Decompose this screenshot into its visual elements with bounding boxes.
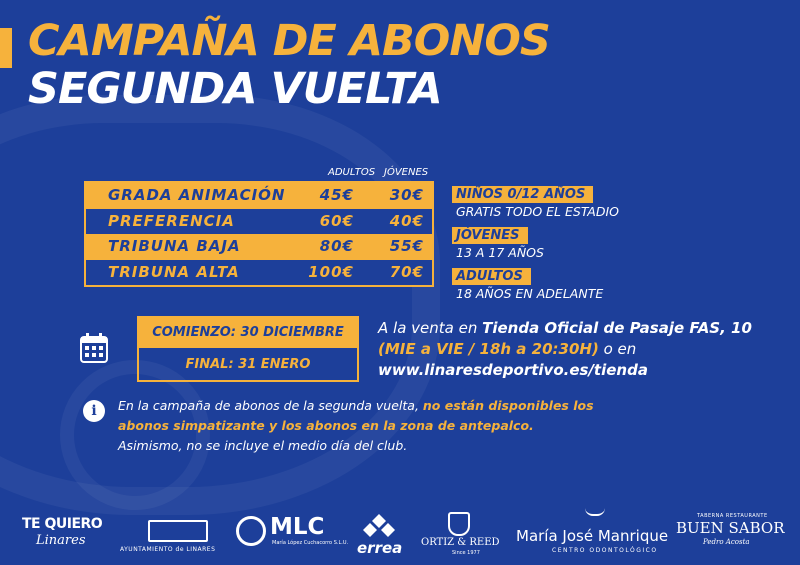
sponsors-bar [0,500,800,565]
category-desc: GRATIS TODO EL ESTADIO [456,204,620,219]
mlc-logo-text: MLC [270,514,325,540]
mlc-logo-subtext: María López Cuchacorro S.L.U. [272,540,349,546]
table-row [86,234,432,260]
buensabor-logo-text: BUEN SABOR [676,519,785,537]
zone-name: TRIBUNA ALTA [108,262,240,281]
category-jovenes [452,224,662,260]
title-line-2: SEGUNDA VUELTA [28,64,442,114]
errea-logo-text: errea [357,539,403,557]
sale-connector: o en [598,340,637,358]
price-jovenes: 40€ [389,211,424,230]
sale-hours: (MIE a VIE / 18h a 20:30H) [378,340,599,358]
zone-name: TRIBUNA BAJA [108,237,241,255]
notice-part-2: Asimismo, no se incluye el medio día del club. [118,438,408,453]
category-adultos [452,265,662,301]
zone-name: GRADA ANIMACIÓN [108,186,286,204]
category-ninos [452,183,662,219]
sale-place: Tienda Oficial de Pasaje FAS, 10 [482,319,752,337]
category-label: ADULTOS [452,268,531,285]
price-adultos: 80€ [319,237,354,255]
tequiero-logo-script: Linares [36,533,86,548]
category-label: JÓVENES [452,227,528,244]
notice-text [118,396,598,456]
mj-logo-text: María José Manrique [516,527,669,545]
buensabor-logo-top: TABERNA RESTAURANTE [697,513,768,519]
errea-mark-icon [362,513,396,539]
store-link[interactable]: www.linaresdeportivo.es/tienda [378,361,648,379]
price-jovenes: 70€ [389,262,424,281]
category-label: NIÑOS 0/12 AÑOS [452,186,593,203]
dates-box [137,316,359,382]
mj-logo-subtext: CENTRO ODONTOLÓGICO [552,547,658,554]
table-row [86,260,432,286]
category-desc: 18 AÑOS EN ADELANTE [456,286,604,301]
price-adultos: 100€ [308,262,354,281]
notice-part-1: En la campaña de abonos de la segunda vuelta, [118,398,423,413]
sale-prefix: A la venta en [378,319,483,337]
tequiero-logo-text: TE QUIERO [22,516,103,532]
notice-highlight: no están disponibles los abonos simpatizante y los abonos en la zona de antepalco. [118,398,594,433]
sale-info [378,318,778,381]
table-row [86,183,432,209]
price-adultos: 60€ [319,211,354,230]
ayuntamiento-logo-text: AYUNTAMIENTO de LINARES [120,546,216,553]
table-row [86,209,432,235]
end-date: FINAL: 31 ENERO [185,357,311,372]
buensabor-logo-signature: Pedro Acosta [703,538,750,546]
ortiz-crest-icon [448,512,470,536]
price-jovenes: 55€ [389,237,424,255]
title-line-1: CAMPAÑA DE ABONOS [28,16,550,66]
tooth-smile-icon [585,508,605,516]
mlc-drop-icon [236,516,266,546]
accent-bar [0,28,12,68]
category-desc: 13 A 17 AÑOS [456,245,544,260]
calendar-icon [80,333,108,363]
col-header-adultos: ADULTOS [328,167,376,178]
zone-name: PREFERENCIA [108,211,235,230]
info-icon: i [83,400,105,422]
price-table [84,181,434,287]
ayuntamiento-building-icon [148,520,208,542]
price-jovenes: 30€ [389,186,424,204]
ortiz-logo-text: ORTIZ & REED [421,537,500,548]
ortiz-logo-subtext: Since 1977 [452,550,480,556]
price-adultos: 45€ [319,186,354,204]
col-header-jovenes: JÓVENES [384,167,429,178]
start-date: COMIENZO: 30 DICIEMBRE [139,318,357,348]
